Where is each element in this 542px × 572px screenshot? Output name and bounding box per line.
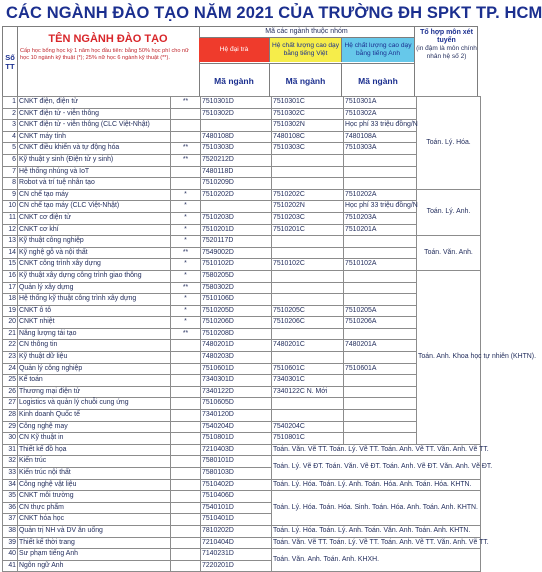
program-name: CN Kỹ thuật in [18, 433, 171, 445]
table-row [3, 375, 481, 387]
table-row [3, 479, 481, 491]
code-hq-english: 7510205A [344, 305, 417, 317]
program-name: Kiến trúc [18, 456, 171, 468]
scholarship-mark: * [171, 305, 201, 317]
program-name: Sư phạm tiếng Anh [18, 549, 171, 561]
scholarship-mark: * [171, 270, 201, 282]
scholarship-mark [171, 131, 201, 143]
program-name: Thiết kế đồ họa [18, 444, 171, 456]
header-combo-note: (in đậm là môn chính nhân hệ số 2) [416, 45, 477, 60]
code-hq-english [344, 178, 417, 190]
program-name: CN thực phẩm [18, 502, 171, 514]
scholarship-mark [171, 340, 201, 352]
scholarship-mark: ** [171, 154, 201, 166]
scholarship-mark: * [171, 189, 201, 201]
code-standard: 7580302D [201, 282, 272, 294]
row-number: 19 [3, 305, 18, 317]
scholarship-mark: ** [171, 282, 201, 294]
row-number: 27 [3, 398, 18, 410]
scholarship-mark [171, 444, 201, 456]
program-name: Kỹ thuật dữ liệu [18, 352, 171, 364]
row-number: 37 [3, 514, 18, 526]
header-code-3: Mã ngành [342, 63, 414, 97]
combo-cell: Toán. Lý. Hóa. Toán. Lý. Anh. Toán. Hóa. Anh. Toán. Hóa. KHTN. [272, 479, 481, 491]
combo-cell: Toán. Lý. Hóa. Toán. Lý. Anh. Toán. Văn. Anh. Toán. Anh. KHTN. [272, 525, 481, 537]
table-row [3, 525, 481, 537]
scholarship-mark [171, 514, 201, 526]
program-name: CNKT công trình xây dựng [18, 259, 171, 271]
scholarship-mark [171, 363, 201, 375]
header-combo-title: Tổ hợp môn xét tuyển [420, 29, 473, 44]
table-row [3, 201, 481, 213]
code-hq-english: 7510102A [344, 259, 417, 271]
code-hq-vietnamese [272, 398, 344, 410]
program-name: CNKT cơ điện tử [18, 212, 171, 224]
row-number: 24 [3, 363, 18, 375]
code-hq-english: Học phí 33 triệu đồng/N [344, 201, 417, 213]
program-name: Quản lý công nghiệp [18, 363, 171, 375]
code-standard: 7549002D [201, 247, 272, 259]
scholarship-mark [171, 537, 201, 549]
row-number: 39 [3, 537, 18, 549]
code-standard: 7140231D [201, 549, 272, 561]
table-row [3, 224, 481, 236]
scholarship-mark [171, 410, 201, 422]
row-number: 16 [3, 270, 18, 282]
combo-cell: Toán. Văn. Vẽ TT. Toán. Lý. Vẽ TT. Toán. Anh. Vẽ TT. Văn. Anh. Vẽ TT. [272, 537, 481, 549]
scholarship-mark [171, 549, 201, 561]
header-combo [414, 27, 479, 96]
programs-table [2, 96, 536, 572]
scholarship-mark: * [171, 236, 201, 248]
program-name: Ngôn ngữ Anh [18, 560, 171, 572]
header-name-column [17, 27, 200, 96]
header-standard-program: Hệ đại trà [199, 38, 270, 62]
row-number: 23 [3, 352, 18, 364]
code-standard: 7510201D [201, 224, 272, 236]
table-row [3, 294, 481, 306]
table-row [3, 270, 481, 282]
code-standard: 7580103D [201, 468, 272, 480]
scholarship-mark [171, 421, 201, 433]
code-standard: 7510301D [201, 97, 272, 109]
code-standard: 7580205D [201, 270, 272, 282]
program-name: Robot và trí tuệ nhân tạo [18, 178, 171, 190]
row-number: 28 [3, 410, 18, 422]
code-hq-english [344, 398, 417, 410]
code-standard: 7510209D [201, 178, 272, 190]
header-name-title: TÊN NGÀNH ĐÀO TẠO [48, 33, 168, 45]
combo-cell: Toán. Lý. Hóa. Toán. Hóa. Sinh. Toán. Hóa. Anh. Toán. Anh. KHTN. [272, 491, 481, 526]
code-hq-vietnamese: 7510205C [272, 305, 344, 317]
code-hq-english [344, 433, 417, 445]
program-name: CNKT điện, điện tử [18, 97, 171, 109]
code-hq-vietnamese [272, 236, 344, 248]
table-row [3, 166, 481, 178]
row-number: 2 [3, 108, 18, 120]
code-standard: 7810202D [201, 525, 272, 537]
program-name: Hệ thống kỹ thuật công trình xây dựng [18, 294, 171, 306]
combo-cell: Toán. Anh. Khoa học tự nhiên (KHTN). [417, 270, 481, 444]
code-hq-vietnamese: 7480108C [272, 131, 344, 143]
row-number: 25 [3, 375, 18, 387]
table-row [3, 212, 481, 224]
table-row [3, 340, 481, 352]
code-hq-vietnamese [272, 282, 344, 294]
table-row [3, 549, 481, 561]
code-standard: 7510401D [201, 514, 272, 526]
scholarship-mark [171, 166, 201, 178]
code-standard: 7510402D [201, 479, 272, 491]
table-row [3, 456, 481, 468]
scholarship-mark [171, 525, 201, 537]
program-name: Hệ thống nhúng và IoT [18, 166, 171, 178]
table-row [3, 236, 481, 248]
scholarship-mark [171, 120, 201, 132]
row-number: 29 [3, 421, 18, 433]
code-standard: 7510205D [201, 305, 272, 317]
table-row [3, 108, 481, 120]
code-hq-vietnamese: 7510203C [272, 212, 344, 224]
program-name: Quản lý xây dựng [18, 282, 171, 294]
code-hq-english [344, 294, 417, 306]
table-row [3, 282, 481, 294]
program-name: CN thông tin [18, 340, 171, 352]
row-number: 6 [3, 154, 18, 166]
header-hq-vietnamese: Hệ chất lượng cao dạy bằng tiếng Việt [270, 38, 342, 62]
program-name: Thương mại điện tử [18, 386, 171, 398]
code-hq-english [344, 410, 417, 422]
code-standard: 7480108D [201, 131, 272, 143]
program-name: CNKT nhiệt [18, 317, 171, 329]
code-standard: 7580101D [201, 456, 272, 468]
code-hq-english [344, 282, 417, 294]
code-hq-english [344, 247, 417, 259]
code-standard: 7210404D [201, 537, 272, 549]
code-hq-vietnamese [272, 178, 344, 190]
code-hq-vietnamese: 7480201C [272, 340, 344, 352]
table-row [3, 178, 481, 190]
row-number: 7 [3, 166, 18, 178]
program-name: CNKT điện tử - viễn thông [18, 108, 171, 120]
combo-cell: Toán. Lý. Vẽ ĐT. Toán. Văn. Vẽ ĐT. Toán. Anh. Vẽ ĐT. Văn. Anh. Vẽ ĐT. [272, 456, 481, 479]
code-hq-vietnamese [272, 410, 344, 422]
code-standard: 7220201D [201, 560, 272, 572]
code-standard: 7480201D [201, 340, 272, 352]
code-hq-vietnamese: 7540204C [272, 421, 344, 433]
combo-cell: Toán. Văn. Anh. [417, 236, 481, 271]
program-name: Công nghệ vật liệu [18, 479, 171, 491]
row-number: 8 [3, 178, 18, 190]
code-hq-vietnamese [272, 352, 344, 364]
scholarship-mark [171, 375, 201, 387]
code-hq-english [344, 375, 417, 387]
program-name: CNKT môi trường [18, 491, 171, 503]
table-row [3, 317, 481, 329]
code-hq-vietnamese: 7340122C N. Mới [272, 386, 344, 398]
table-row [3, 491, 481, 503]
code-hq-english [344, 154, 417, 166]
combo-cell: Toán. Văn. Vẽ TT. Toán. Lý. Vẽ TT. Toán. Anh. Vẽ TT. Văn. Anh. Vẽ TT. [272, 444, 481, 456]
scholarship-mark: * [171, 201, 201, 213]
row-number: 20 [3, 317, 18, 329]
program-name: Kế toán [18, 375, 171, 387]
row-number: 4 [3, 131, 18, 143]
row-number: 26 [3, 386, 18, 398]
row-number: 30 [3, 433, 18, 445]
code-standard: 7210403D [201, 444, 272, 456]
code-standard: 7510406D [201, 491, 272, 503]
row-number: 35 [3, 491, 18, 503]
scholarship-mark: ** [171, 97, 201, 109]
code-standard: 7540101D [201, 502, 272, 514]
header-code-group [199, 27, 415, 96]
code-standard: 7480118D [201, 166, 272, 178]
code-standard: 7510601D [201, 363, 272, 375]
table-row [3, 410, 481, 422]
program-name: CNKT cơ khí [18, 224, 171, 236]
code-standard: 7540204D [201, 421, 272, 433]
table-row [3, 433, 481, 445]
code-hq-english: 7510202A [344, 189, 417, 201]
scholarship-mark: * [171, 294, 201, 306]
scholarship-mark: * [171, 224, 201, 236]
code-hq-english: 7510206A [344, 317, 417, 329]
code-standard: 7510605D [201, 398, 272, 410]
table-row [3, 189, 481, 201]
program-name: Thiết kế thời trang [18, 537, 171, 549]
code-hq-vietnamese: 7510202C [272, 189, 344, 201]
page-title: CÁC NGÀNH ĐÀO TẠO NĂM 2021 CỦA TRƯỜNG ĐH SPKT TP. HCM [6, 4, 542, 22]
code-hq-english: 7510203A [344, 212, 417, 224]
code-hq-vietnamese [272, 247, 344, 259]
table-row [3, 386, 481, 398]
row-number: 10 [3, 201, 18, 213]
table-row [3, 328, 481, 340]
code-hq-vietnamese [272, 154, 344, 166]
table-row [3, 143, 481, 155]
code-standard: 7340120D [201, 410, 272, 422]
scholarship-mark [171, 386, 201, 398]
table-row [3, 363, 481, 375]
code-hq-english [344, 236, 417, 248]
row-number: 33 [3, 468, 18, 480]
row-number: 41 [3, 560, 18, 572]
header-code-2: Mã ngành [270, 63, 342, 97]
code-hq-english: 7510201A [344, 224, 417, 236]
code-hq-vietnamese: 7510601C [272, 363, 344, 375]
code-hq-english [344, 421, 417, 433]
table-row [3, 247, 481, 259]
code-hq-english: 7510601A [344, 363, 417, 375]
code-hq-english [344, 328, 417, 340]
row-number: 1 [3, 97, 18, 109]
scholarship-mark: ** [171, 247, 201, 259]
code-hq-vietnamese: 7510202N [272, 201, 344, 213]
code-hq-vietnamese: 7510301C [272, 97, 344, 109]
row-number: 18 [3, 294, 18, 306]
row-number: 14 [3, 247, 18, 259]
program-name: Kỹ thuật xây dựng công trình giao thông [18, 270, 171, 282]
scholarship-mark [171, 178, 201, 190]
table-row [3, 131, 481, 143]
code-hq-vietnamese [272, 166, 344, 178]
table-row [3, 352, 481, 364]
row-number: 22 [3, 340, 18, 352]
program-name: Kỹ thuật công nghiệp [18, 236, 171, 248]
program-name: Kỹ thuật y sinh (Điện tử y sinh) [18, 154, 171, 166]
program-name: CNKT điều khiển và tự động hóa [18, 143, 171, 155]
header-scholarship-note: Cấp học bổng học kỳ 1 năm học đầu tiên: bằng 50% học phí cho nữ học 10 ngành kỹ thuật (*); 25% nữ học 6 ngành kỹ thuật (**). [20, 48, 189, 61]
program-name: Kiến trúc nội thất [18, 468, 171, 480]
scholarship-mark: ** [171, 143, 201, 155]
code-hq-vietnamese: 7510801C [272, 433, 344, 445]
code-standard: 7510303D [201, 143, 272, 155]
code-hq-vietnamese: 7510302N [272, 120, 344, 132]
header-group-title: Mã các ngành thuộc nhóm [199, 27, 414, 38]
code-hq-vietnamese: 7510201C [272, 224, 344, 236]
table-row [3, 421, 481, 433]
scholarship-mark: ** [171, 328, 201, 340]
scholarship-mark [171, 560, 201, 572]
program-name: CNKT máy tính [18, 131, 171, 143]
row-number: 17 [3, 282, 18, 294]
row-number: 21 [3, 328, 18, 340]
scholarship-mark [171, 456, 201, 468]
combo-cell: Toán. Lý. Anh. [417, 189, 481, 235]
program-name: Quản trị NH và DV ăn uống [18, 525, 171, 537]
code-standard: 7510206D [201, 317, 272, 329]
table-row [3, 398, 481, 410]
code-hq-vietnamese [272, 294, 344, 306]
row-number: 13 [3, 236, 18, 248]
code-standard: 7520212D [201, 154, 272, 166]
row-number: 12 [3, 224, 18, 236]
combo-cell: Toán. Văn. Anh. Toán. Anh. KHXH. [272, 549, 481, 572]
code-standard: 7510801D [201, 433, 272, 445]
header-stt: Số TT [3, 27, 18, 96]
scholarship-mark: * [171, 259, 201, 271]
code-hq-vietnamese: 7510302C [272, 108, 344, 120]
scholarship-mark [171, 468, 201, 480]
scholarship-mark [171, 352, 201, 364]
combo-cell: Toán. Lý. Hóa. [417, 97, 481, 190]
table-row [3, 259, 481, 271]
program-name: Logistics và quản lý chuỗi cung ứng [18, 398, 171, 410]
header-code-1: Mã ngành [199, 63, 270, 97]
program-name: Công nghệ may [18, 421, 171, 433]
code-hq-english: Học phí 33 triệu đồng/N [344, 120, 417, 132]
code-standard: 7510106D [201, 294, 272, 306]
scholarship-mark [171, 479, 201, 491]
row-number: 9 [3, 189, 18, 201]
code-hq-english: 7510301A [344, 97, 417, 109]
code-hq-vietnamese: 7510102C [272, 259, 344, 271]
code-hq-vietnamese [272, 328, 344, 340]
table-row [3, 154, 481, 166]
code-hq-english: 7510302A [344, 108, 417, 120]
code-hq-vietnamese: 7510206C [272, 317, 344, 329]
code-standard: 7510208D [201, 328, 272, 340]
scholarship-mark [171, 108, 201, 120]
code-standard: 7520117D [201, 236, 272, 248]
program-name: CNKT điện tử - viễn thông (CLC Việt-Nhật) [18, 120, 171, 132]
code-standard [201, 201, 272, 213]
row-number: 36 [3, 502, 18, 514]
row-number: 5 [3, 143, 18, 155]
row-number: 38 [3, 525, 18, 537]
code-standard: 7510102D [201, 259, 272, 271]
scholarship-mark: * [171, 317, 201, 329]
code-standard: 7340301D [201, 375, 272, 387]
table-row [3, 537, 481, 549]
program-name: Kinh doanh Quốc tế [18, 410, 171, 422]
code-standard [201, 120, 272, 132]
scholarship-mark: * [171, 212, 201, 224]
table-row [3, 97, 481, 109]
row-number: 34 [3, 479, 18, 491]
code-standard: 7510302D [201, 108, 272, 120]
header-hq-english: Hệ chất lượng cao dạy bằng tiếng Anh [342, 38, 414, 62]
table-row [3, 305, 481, 317]
scholarship-mark [171, 398, 201, 410]
row-number: 11 [3, 212, 18, 224]
code-hq-english [344, 270, 417, 282]
code-standard: 7340122D [201, 386, 272, 398]
scholarship-mark [171, 433, 201, 445]
program-name: CNKT ô tô [18, 305, 171, 317]
program-name: Kỹ nghệ gỗ và nội thất [18, 247, 171, 259]
code-standard: 7480203D [201, 352, 272, 364]
row-number: 15 [3, 259, 18, 271]
code-hq-vietnamese: 7340301C [272, 375, 344, 387]
row-number: 31 [3, 444, 18, 456]
code-hq-english [344, 386, 417, 398]
code-standard: 7510203D [201, 212, 272, 224]
code-hq-english: 7510303A [344, 143, 417, 155]
code-hq-vietnamese: 7510303C [272, 143, 344, 155]
code-hq-english [344, 166, 417, 178]
code-hq-english: 7480201A [344, 340, 417, 352]
table-header [2, 26, 478, 96]
program-name: Năng lượng tái tạo [18, 328, 171, 340]
program-name: CN chế tạo máy (CLC Việt-Nhật) [18, 201, 171, 213]
scholarship-mark [171, 502, 201, 514]
program-name: CN chế tạo máy [18, 189, 171, 201]
row-number: 32 [3, 456, 18, 468]
code-standard: 7510202D [201, 189, 272, 201]
code-hq-english [344, 352, 417, 364]
program-name: CNKT hóa học [18, 514, 171, 526]
row-number: 40 [3, 549, 18, 561]
table-row [3, 120, 481, 132]
row-number: 3 [3, 120, 18, 132]
scholarship-mark [171, 491, 201, 503]
table-row [3, 444, 481, 456]
code-hq-english: 7480108A [344, 131, 417, 143]
code-hq-vietnamese [272, 270, 344, 282]
